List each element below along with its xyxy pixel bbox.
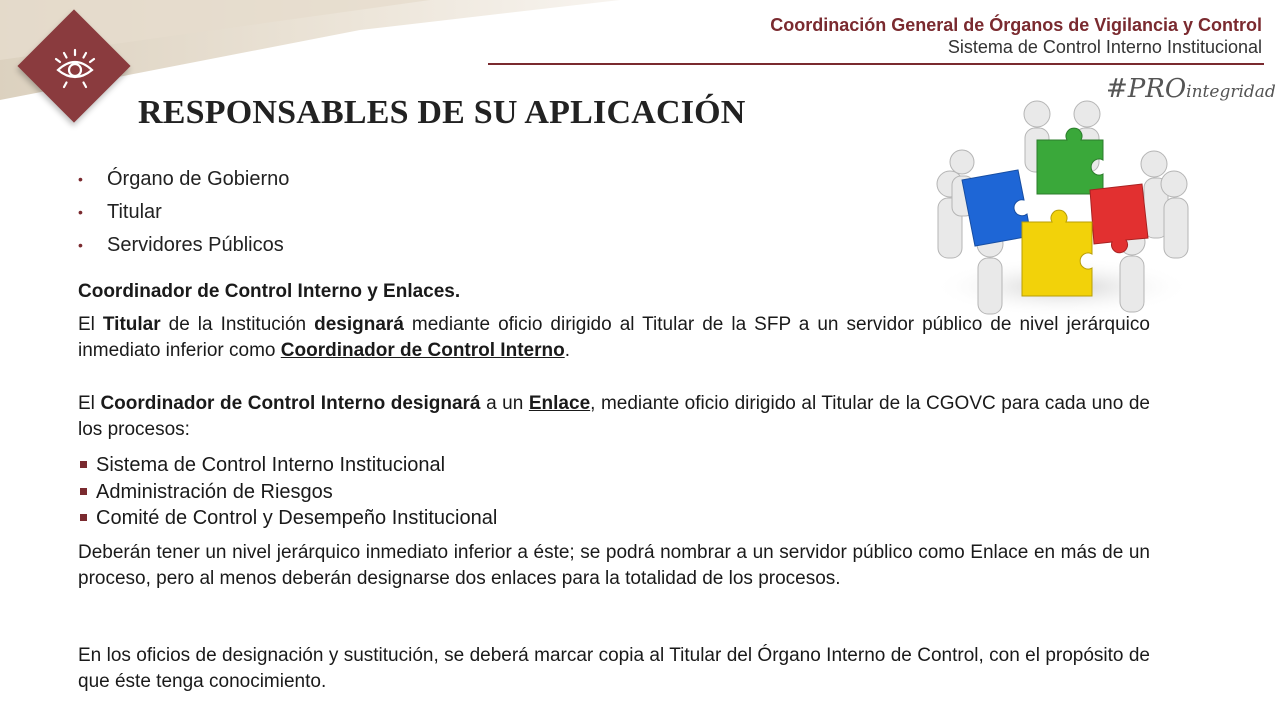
paragraph-coordinator: [78, 391, 1150, 443]
list-item: Comité de Control y Desempeño Institucional: [78, 505, 497, 532]
list-item: • Órgano de Gobierno: [78, 163, 289, 196]
text-run: El: [78, 393, 101, 414]
text-run: Titular: [102, 314, 161, 335]
coordinator-term: Coordinador de Control Interno: [280, 340, 565, 361]
header-divider: [488, 63, 1264, 65]
text-run: designará: [314, 314, 404, 335]
text-run: mediante oficio dirigido al Titular de la SFP a un servidor público de nivel jerárquico inmediato inferior como: [78, 314, 1150, 361]
process-list: [78, 452, 497, 532]
header-titles: [770, 14, 1262, 58]
hashtag-main: #PRO: [1106, 74, 1187, 104]
paragraph-titular: [78, 312, 1150, 364]
eye-icon: [50, 44, 100, 94]
paragraph-copies: En los oficios de designación y sustitución, se deberá marcar copia al Titular del Órgano Interno de Control, con el propósito de que éste tenga conocimiento.: [78, 645, 1150, 692]
text-run: de la Institución: [160, 314, 315, 335]
responsibles-list: [78, 163, 289, 262]
text-run: .: [564, 340, 570, 361]
list-item: • Titular: [78, 196, 289, 229]
text-run: El: [78, 314, 103, 335]
enlace-term: Enlace: [528, 393, 591, 414]
page-title: RESPONSABLES DE SU APLICACIÓN: [138, 94, 746, 131]
list-item: Sistema de Control Interno Institucional: [78, 452, 497, 479]
organization-name: Coordinación General de Órganos de Vigilancia y Control: [770, 15, 1262, 35]
text-run: Coordinador de Control Interno designará: [100, 393, 481, 414]
list-item: • Servidores Públicos: [78, 229, 289, 262]
puzzle-team-illustration: [922, 92, 1202, 322]
paragraph-requirements: Deberán tener un nivel jerárquico inmediato inferior a éste; se podrá nombrar a un servidor público como Enlace en más de un proceso, pero al menos deberán designarse dos enlaces para la totalidad de los procesos.: [78, 542, 1150, 589]
list-item: Administración de Riesgos: [78, 479, 497, 506]
system-name: Sistema de Control Interno Institucional: [947, 37, 1262, 57]
section-subheading: Coordinador de Control Interno y Enlaces.: [78, 281, 461, 302]
text-run: , mediante oficio dirigido al Titular de la CGOVC para cada uno de los procesos:: [78, 393, 1150, 440]
hashtag-sub: integridad: [1186, 82, 1276, 102]
text-run: a un: [480, 393, 529, 414]
